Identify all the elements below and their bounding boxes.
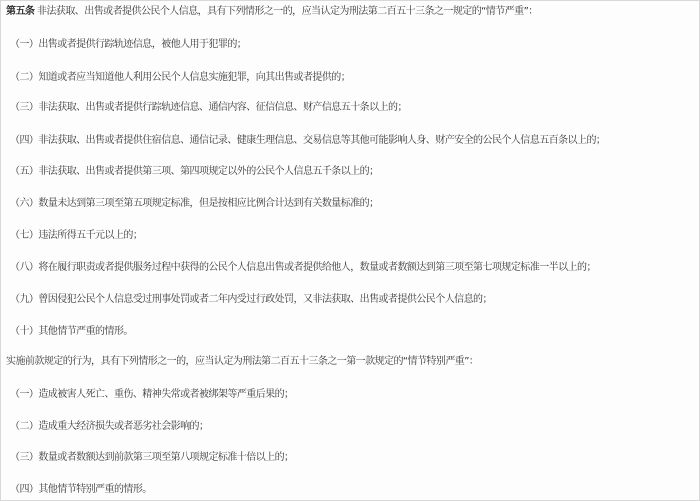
clause-item-2: （二）知道或者应当知道他人利用公民个人信息实施犯罪，向其出售或者提供的； <box>10 72 351 83</box>
second-paragraph-intro: 实施前款规定的行为，具有下列情形之一的，应当认定为刑法第二百五十三条之一第一款规定的“情节特别严重”： <box>6 356 479 367</box>
clause-item-10: （十）其他情节严重的情形。 <box>10 326 133 337</box>
clause-item-3: （三）非法获取、出售或者提供行踪轨迹信息、通信内容、征信信息、财产信息五十条以上的； <box>10 102 407 113</box>
article-intro: 非法获取、出售或者提供公民个人信息，具有下列情形之一的，应当认定为刑法第二百五十三条之一规定的“情节严重”： <box>37 6 538 17</box>
clause-item-7: （七）违法所得五千元以上的； <box>10 230 143 241</box>
aggravated-item-3: （三）数量或者数额达到前款第三项至第八项规定标准十倍以上的； <box>10 452 294 463</box>
clause-item-5: （五）非法获取、出售或者提供第三项、第四项规定以外的公民个人信息五千条以上的； <box>10 166 379 177</box>
clause-item-6: （六）数量未达到第三项至第五项规定标准，但是按相应比例合计达到有关数量标准的； <box>10 198 379 209</box>
aggravated-item-2: （二）造成重大经济损失或者恶劣社会影响的； <box>10 421 209 432</box>
aggravated-item-4: （四）其他情节特别严重的情形。 <box>10 484 152 495</box>
aggravated-item-1: （一）造成被害人死亡、重伤、精神失常或者被绑架等严重后果的； <box>10 389 294 400</box>
article-heading-line <box>6 5 695 19</box>
article-number: 第五条 <box>6 6 35 17</box>
clause-item-8: （八）将在履行职责或者提供服务过程中获得的公民个人信息出售或者提供给他人，数量或者数额达到第三项至第七项规定标准一半以上的； <box>10 262 596 273</box>
clause-item-1: （一）出售或者提供行踪轨迹信息，被他人用于犯罪的； <box>10 39 247 50</box>
clause-item-9: （九）曾因侵犯公民个人信息受过刑事处罚或者二年内受过行政处罚，又非法获取、出售或者提供公民个人信息的； <box>10 294 492 305</box>
clause-item-4: （四）非法获取、出售或者提供住宿信息、通信记录、健康生理信息、交易信息等其他可能影响人身、财产安全的公民个人信息五百条以上的； <box>10 135 606 146</box>
